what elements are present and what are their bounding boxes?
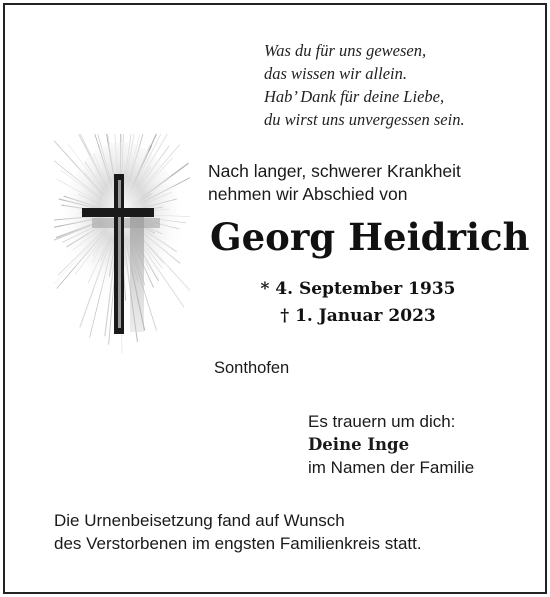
birth-date: * 4. September 1935 (260, 279, 456, 299)
intro-text (208, 160, 528, 206)
poem-line: das wissen wir allein. (264, 64, 408, 83)
cross-horizontal (82, 208, 154, 217)
mourner-name: Deine Inge (308, 435, 410, 454)
death-date: † 1. Januar 2023 (280, 306, 436, 326)
place: Sonthofen (214, 359, 290, 377)
cross-svg (52, 132, 192, 364)
poem-line: du wirst uns unvergessen sein. (264, 110, 465, 129)
intro-line: nehmen wir Abschied von (208, 184, 408, 204)
poem (264, 39, 534, 131)
poem-line: Was du für uns gewesen, (264, 41, 427, 60)
burial-note (54, 509, 534, 555)
burial-note-line: des Verstorbenen im engsten Familienkreis statt. (54, 534, 422, 553)
deceased-name: Georg Heidrich (210, 215, 530, 259)
cross-shadow (130, 212, 144, 332)
cross-with-radiating-light-icon (52, 132, 192, 364)
mourners-heading: Es trauern um dich: (308, 412, 456, 431)
cross-highlight (118, 180, 121, 328)
life-dates (248, 276, 468, 330)
burial-note-line: Die Urnenbeisetzung fand auf Wunsch (54, 511, 345, 530)
mourners-family: im Namen der Familie (308, 458, 475, 477)
intro-line: Nach langer, schwerer Krankheit (208, 161, 461, 181)
mourners (308, 410, 528, 479)
cross-shadow-beam (92, 218, 160, 228)
poem-line: Hab’ Dank für deine Liebe, (264, 87, 445, 106)
